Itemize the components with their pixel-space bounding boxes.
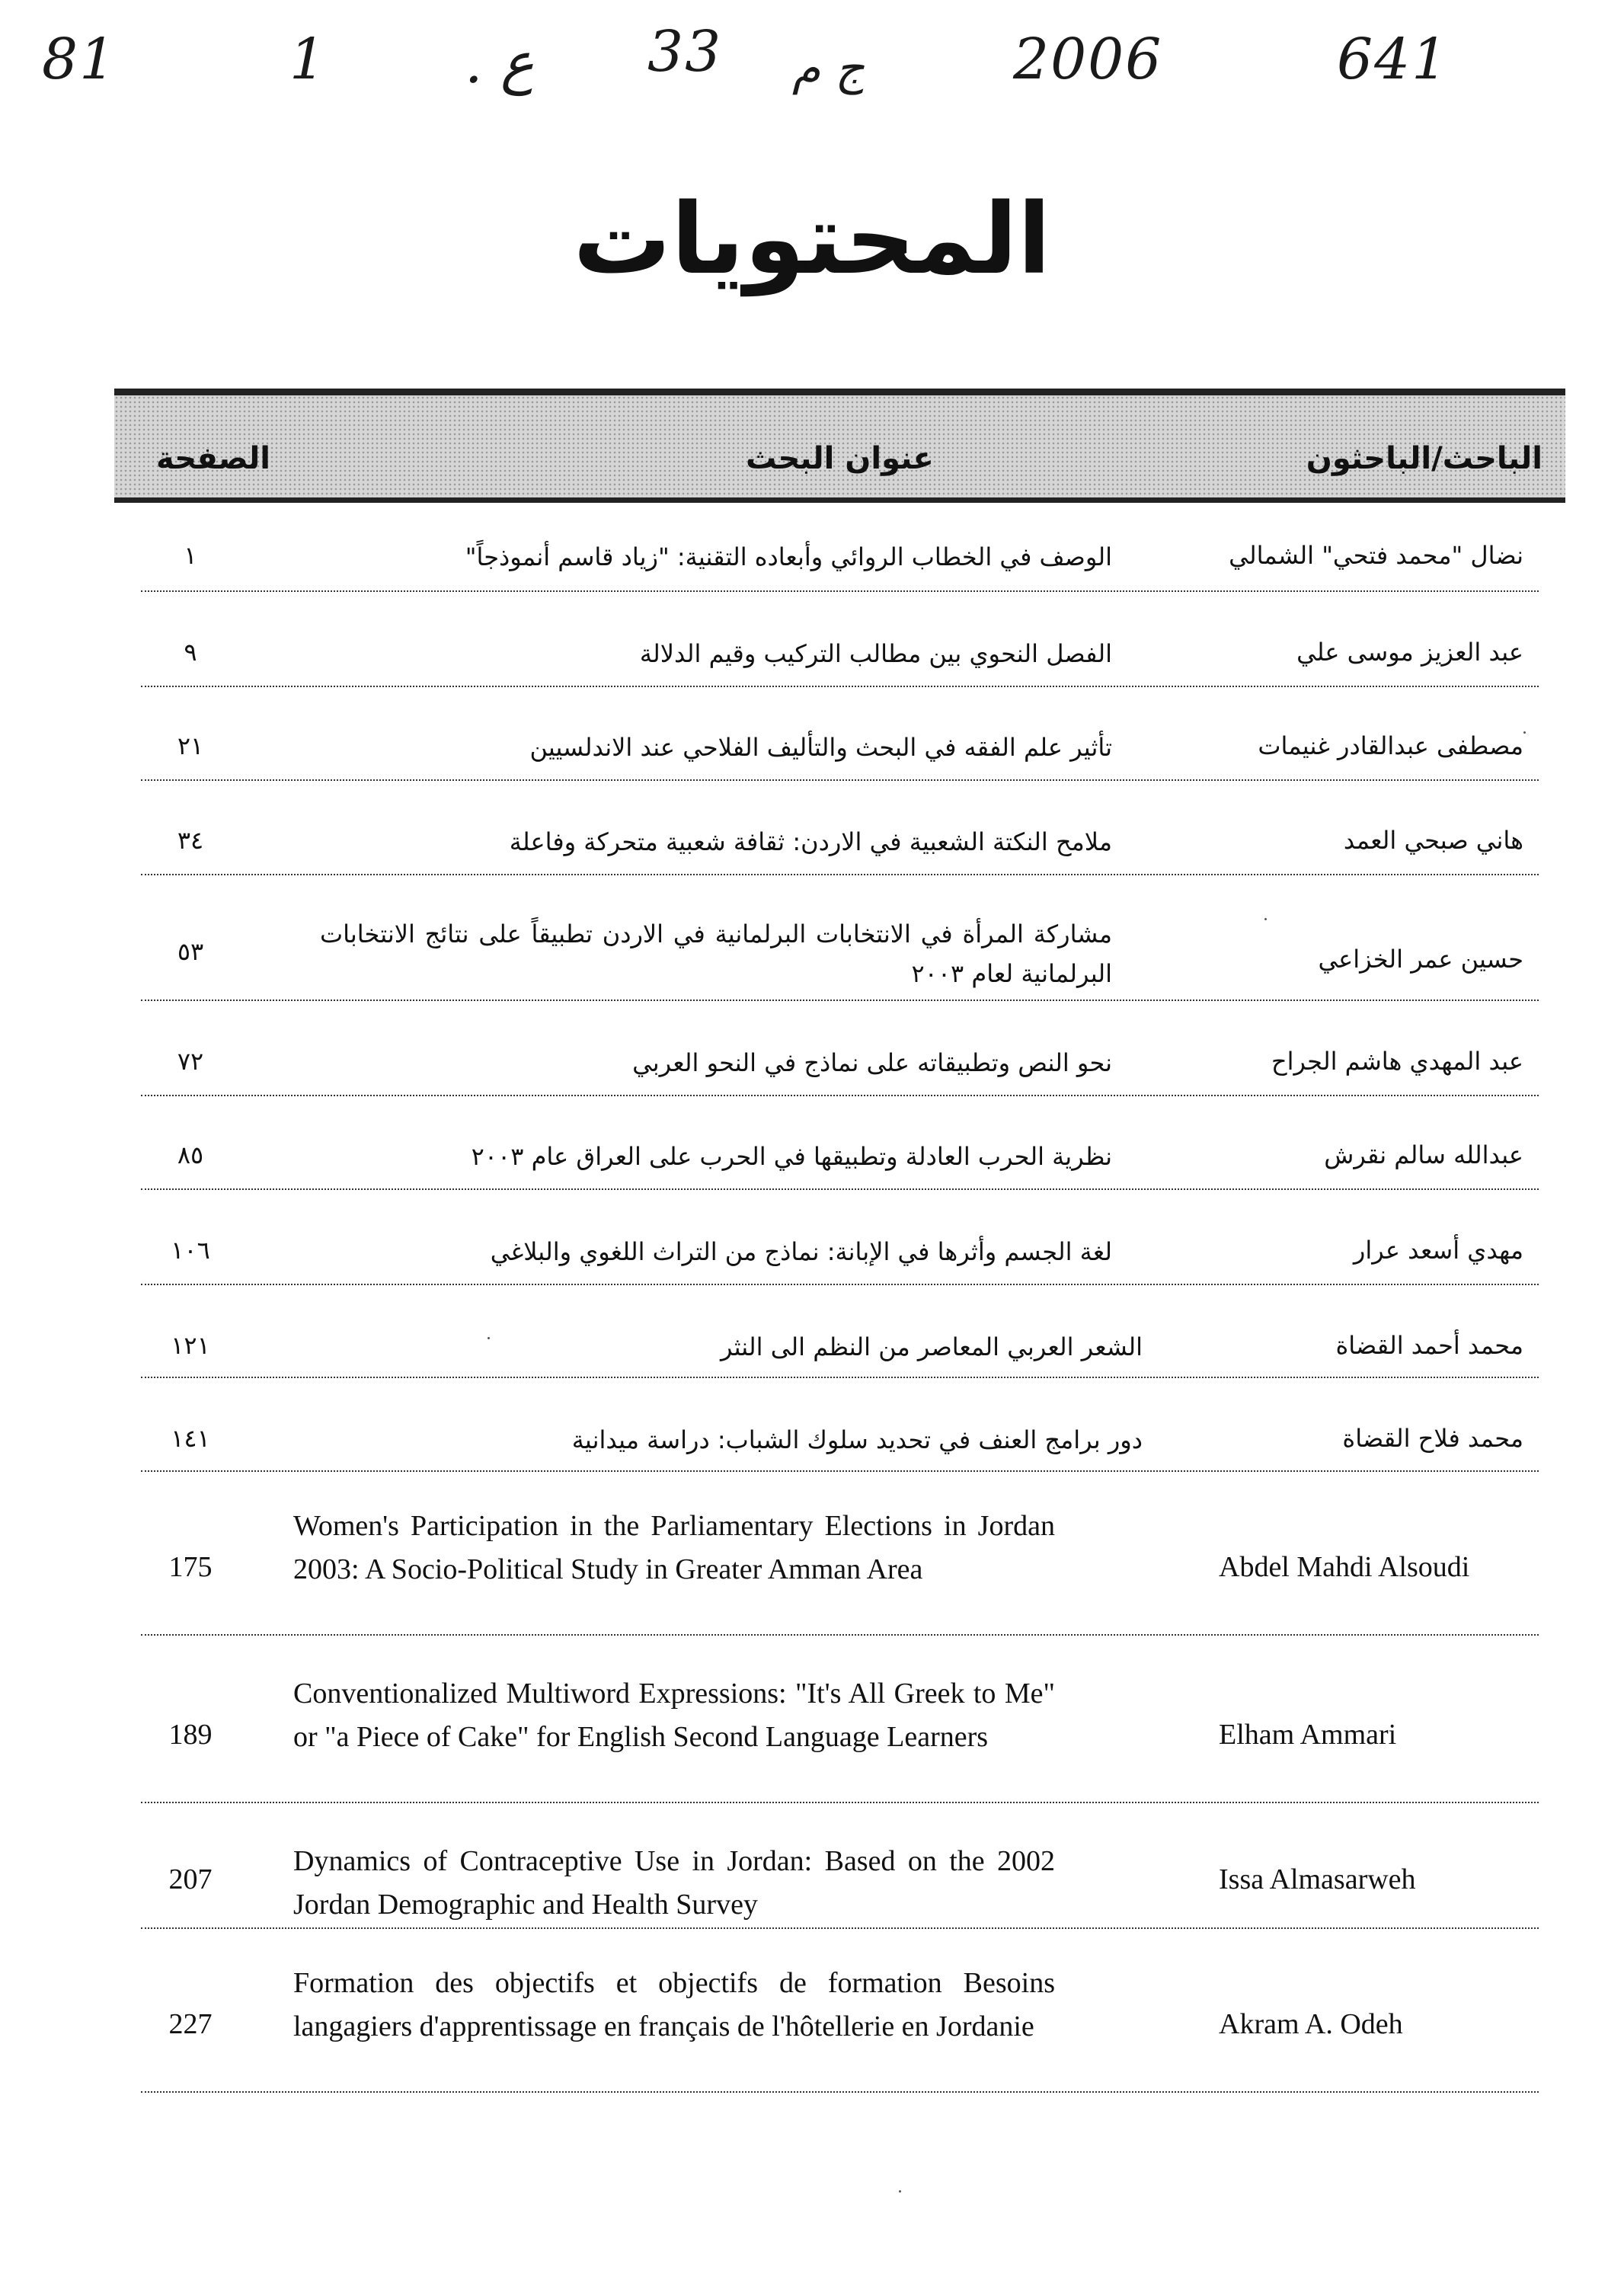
entry-title: الشعر العربي المعاصر من النظم الى النثر xyxy=(720,1332,1143,1361)
entry-page: ٣٤ xyxy=(177,826,204,855)
entry-author: حسين عمر الخزاعي xyxy=(1318,945,1523,974)
handwritten-note-item: 2006 xyxy=(1013,27,1163,92)
entry-page: 207 xyxy=(168,1863,213,1895)
scan-speck xyxy=(1264,918,1267,920)
scan-speck xyxy=(899,2190,901,2193)
header-page: الصفحة xyxy=(156,441,271,476)
entry-author: مهدي أسعد عرار xyxy=(1353,1236,1523,1265)
table-row xyxy=(141,1131,1539,1190)
entry-title: مشاركة المرأة في الانتخابات البرلمانية في الاردن تطبيقاً على نتائج الانتخابات البرلمانية لعام ٢٠٠٣ xyxy=(320,920,1112,988)
entry-title: لغة الجسم وأثرها في الإبانة: نماذج من التراث اللغوي والبلاغي xyxy=(490,1237,1112,1266)
scan-speck xyxy=(488,1337,490,1339)
entry-title: تأثير علم الفقه في البحث والتأليف الفلاحي عند الاندلسيين xyxy=(529,733,1112,762)
entry-page: ١٢١ xyxy=(171,1331,210,1360)
entry-title: ملامح النكتة الشعبية في الاردن: ثقافة شعبية متحركة وفاعلة xyxy=(509,827,1112,856)
entry-title: الوصف في الخطاب الروائي وأبعاده التقنية: "زياد قاسم أنموذجاً" xyxy=(465,542,1112,571)
entry-title: Women's Participation in the Parliamentary Elections in Jordan 2003: A Socio-Political Study in Greater Amman Area xyxy=(293,1510,1055,1585)
table-row xyxy=(141,1505,1539,1636)
table-row xyxy=(141,910,1539,1001)
entry-page: 227 xyxy=(168,2008,213,2040)
header-title: عنوان البحث xyxy=(746,441,934,476)
entry-author: Elham Ammari xyxy=(1219,1719,1397,1751)
entry-title: نحو النص وتطبيقاته على نماذج في النحو العربي xyxy=(632,1048,1112,1077)
page-title: المحتويات xyxy=(573,183,1051,296)
entry-title: Conventionalized Multiword Expressions: "It's All Greek to Me" or "a Piece of Cake" for English Second Language Learners xyxy=(293,1678,1055,1753)
entry-page: 189 xyxy=(168,1719,213,1751)
entry-title: Dynamics of Contraceptive Use in Jordan: Based on the 2002 Jordan Demographic and Health Survey xyxy=(293,1845,1055,1921)
table-row xyxy=(141,1840,1539,1929)
entry-author: عبد العزيز موسى علي xyxy=(1296,638,1523,667)
handwritten-note-item: ج م xyxy=(792,42,865,95)
scan-speck xyxy=(1523,731,1526,734)
handwritten-note-item: 33 xyxy=(647,19,723,85)
entry-author: محمد فلاح القضاة xyxy=(1342,1424,1523,1453)
entry-author: مصطفى عبدالقادر غنيمات xyxy=(1258,731,1523,760)
entry-author: نضال "محمد فتحي" الشمالي xyxy=(1229,541,1523,570)
entry-author: محمد أحمد القضاة xyxy=(1335,1331,1523,1360)
header-author: الباحث/الباحثون xyxy=(1306,441,1542,476)
entry-page: ١٤١ xyxy=(171,1424,210,1453)
entry-page: ٢١ xyxy=(177,731,204,760)
handwritten-note-item: 81 xyxy=(42,27,117,92)
table-header xyxy=(114,389,1565,503)
entry-title: دور برامج العنف في تحديد سلوك الشباب: دراسة ميدانية xyxy=(571,1425,1143,1454)
entry-title: Formation des objectifs et objectifs de formation Besoins langagiers d'apprentissage en français de l'hôtellerie en Jordanie xyxy=(293,1967,1055,2042)
entry-author: عبدالله سالم نقرش xyxy=(1324,1140,1523,1169)
handwritten-note-item: . ع xyxy=(465,30,535,96)
table-row xyxy=(141,1962,1539,2093)
handwritten-note-item: 641 xyxy=(1337,27,1450,92)
entry-page: ١ xyxy=(184,541,197,570)
table-row xyxy=(141,1672,1539,1803)
entry-title: الفصل النحوي بين مطالب التركيب وقيم الدلالة xyxy=(639,639,1112,668)
entry-page: ٨٥ xyxy=(177,1140,204,1169)
handwritten-note-item: 1 xyxy=(289,27,328,92)
entry-author: عبد المهدي هاشم الجراح xyxy=(1271,1047,1523,1076)
table-row xyxy=(141,1038,1539,1096)
entry-author: Akram A. Odeh xyxy=(1219,2008,1403,2040)
table-row xyxy=(141,533,1539,592)
table-row xyxy=(141,817,1539,875)
entry-title: نظرية الحرب العادلة وتطبيقها في الحرب على العراق عام ٢٠٠٣ xyxy=(471,1142,1112,1171)
entry-page: ٥٣ xyxy=(177,937,204,966)
table-row xyxy=(141,1225,1539,1285)
entry-page: ١٠٦ xyxy=(171,1236,210,1265)
table-row xyxy=(141,1413,1539,1472)
entry-page: 175 xyxy=(168,1551,213,1583)
entry-author: Issa Almasarweh xyxy=(1219,1863,1416,1895)
entry-page: ٩ xyxy=(184,638,197,667)
table-row xyxy=(141,1319,1539,1378)
table-row xyxy=(141,629,1539,687)
table-row xyxy=(141,722,1539,781)
entry-author: Abdel Mahdi Alsoudi xyxy=(1219,1551,1470,1583)
entry-author: هاني صبحي العمد xyxy=(1343,826,1523,855)
entry-page: ٧٢ xyxy=(177,1047,204,1076)
